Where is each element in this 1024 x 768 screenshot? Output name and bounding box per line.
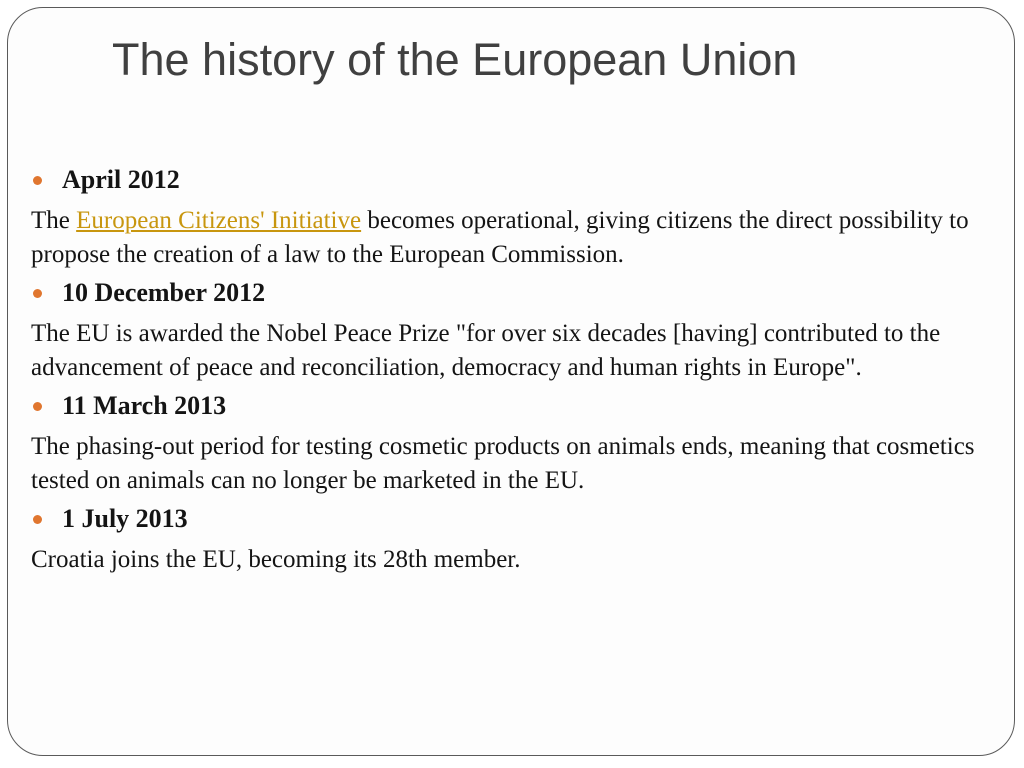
entry-date-text: 11 March 2013	[62, 391, 227, 420]
european-citizens-initiative-link[interactable]: European Citizens' Initiative	[76, 207, 362, 234]
entry-description: The phasing-out period for testing cosmetic products on animals ends, meaning that cosmetics tested on animals can no longer be marketed in the EU.	[31, 433, 975, 494]
entry-date	[31, 389, 991, 423]
page-title: The history of the European Union	[112, 34, 798, 85]
entry-date	[31, 276, 991, 310]
bullet-dot-icon	[33, 289, 42, 298]
entry-date-text: April 2012	[62, 165, 180, 194]
bullet-dot-icon	[33, 176, 42, 185]
entry-date-text: 10 December 2012	[62, 278, 266, 307]
entry-text-before: The	[31, 207, 77, 234]
entry-date-text: 1 July 2013	[62, 504, 188, 533]
timeline-entry-10-december-2012	[31, 276, 991, 385]
timeline-entry-11-march-2013	[31, 389, 991, 498]
timeline-list	[31, 163, 991, 581]
bullet-dot-icon	[33, 515, 42, 524]
entry-text-after: becomes operational, giving citizens the direct possibility to propose the creation of a law to the European Commission.	[31, 207, 969, 268]
entry-date	[31, 163, 991, 197]
entry-date	[31, 502, 991, 536]
timeline-entry-april-2012	[31, 163, 991, 272]
timeline-entry-1-july-2013	[31, 502, 991, 577]
entry-description	[31, 204, 991, 272]
entry-description: The EU is awarded the Nobel Peace Prize "for over six decades [having] contributed to the advancement of peace and reconciliation, democracy and human rights in Europe".	[31, 320, 941, 381]
entry-description: Croatia joins the EU, becoming its 28th member.	[31, 546, 521, 573]
bullet-dot-icon	[33, 402, 42, 411]
